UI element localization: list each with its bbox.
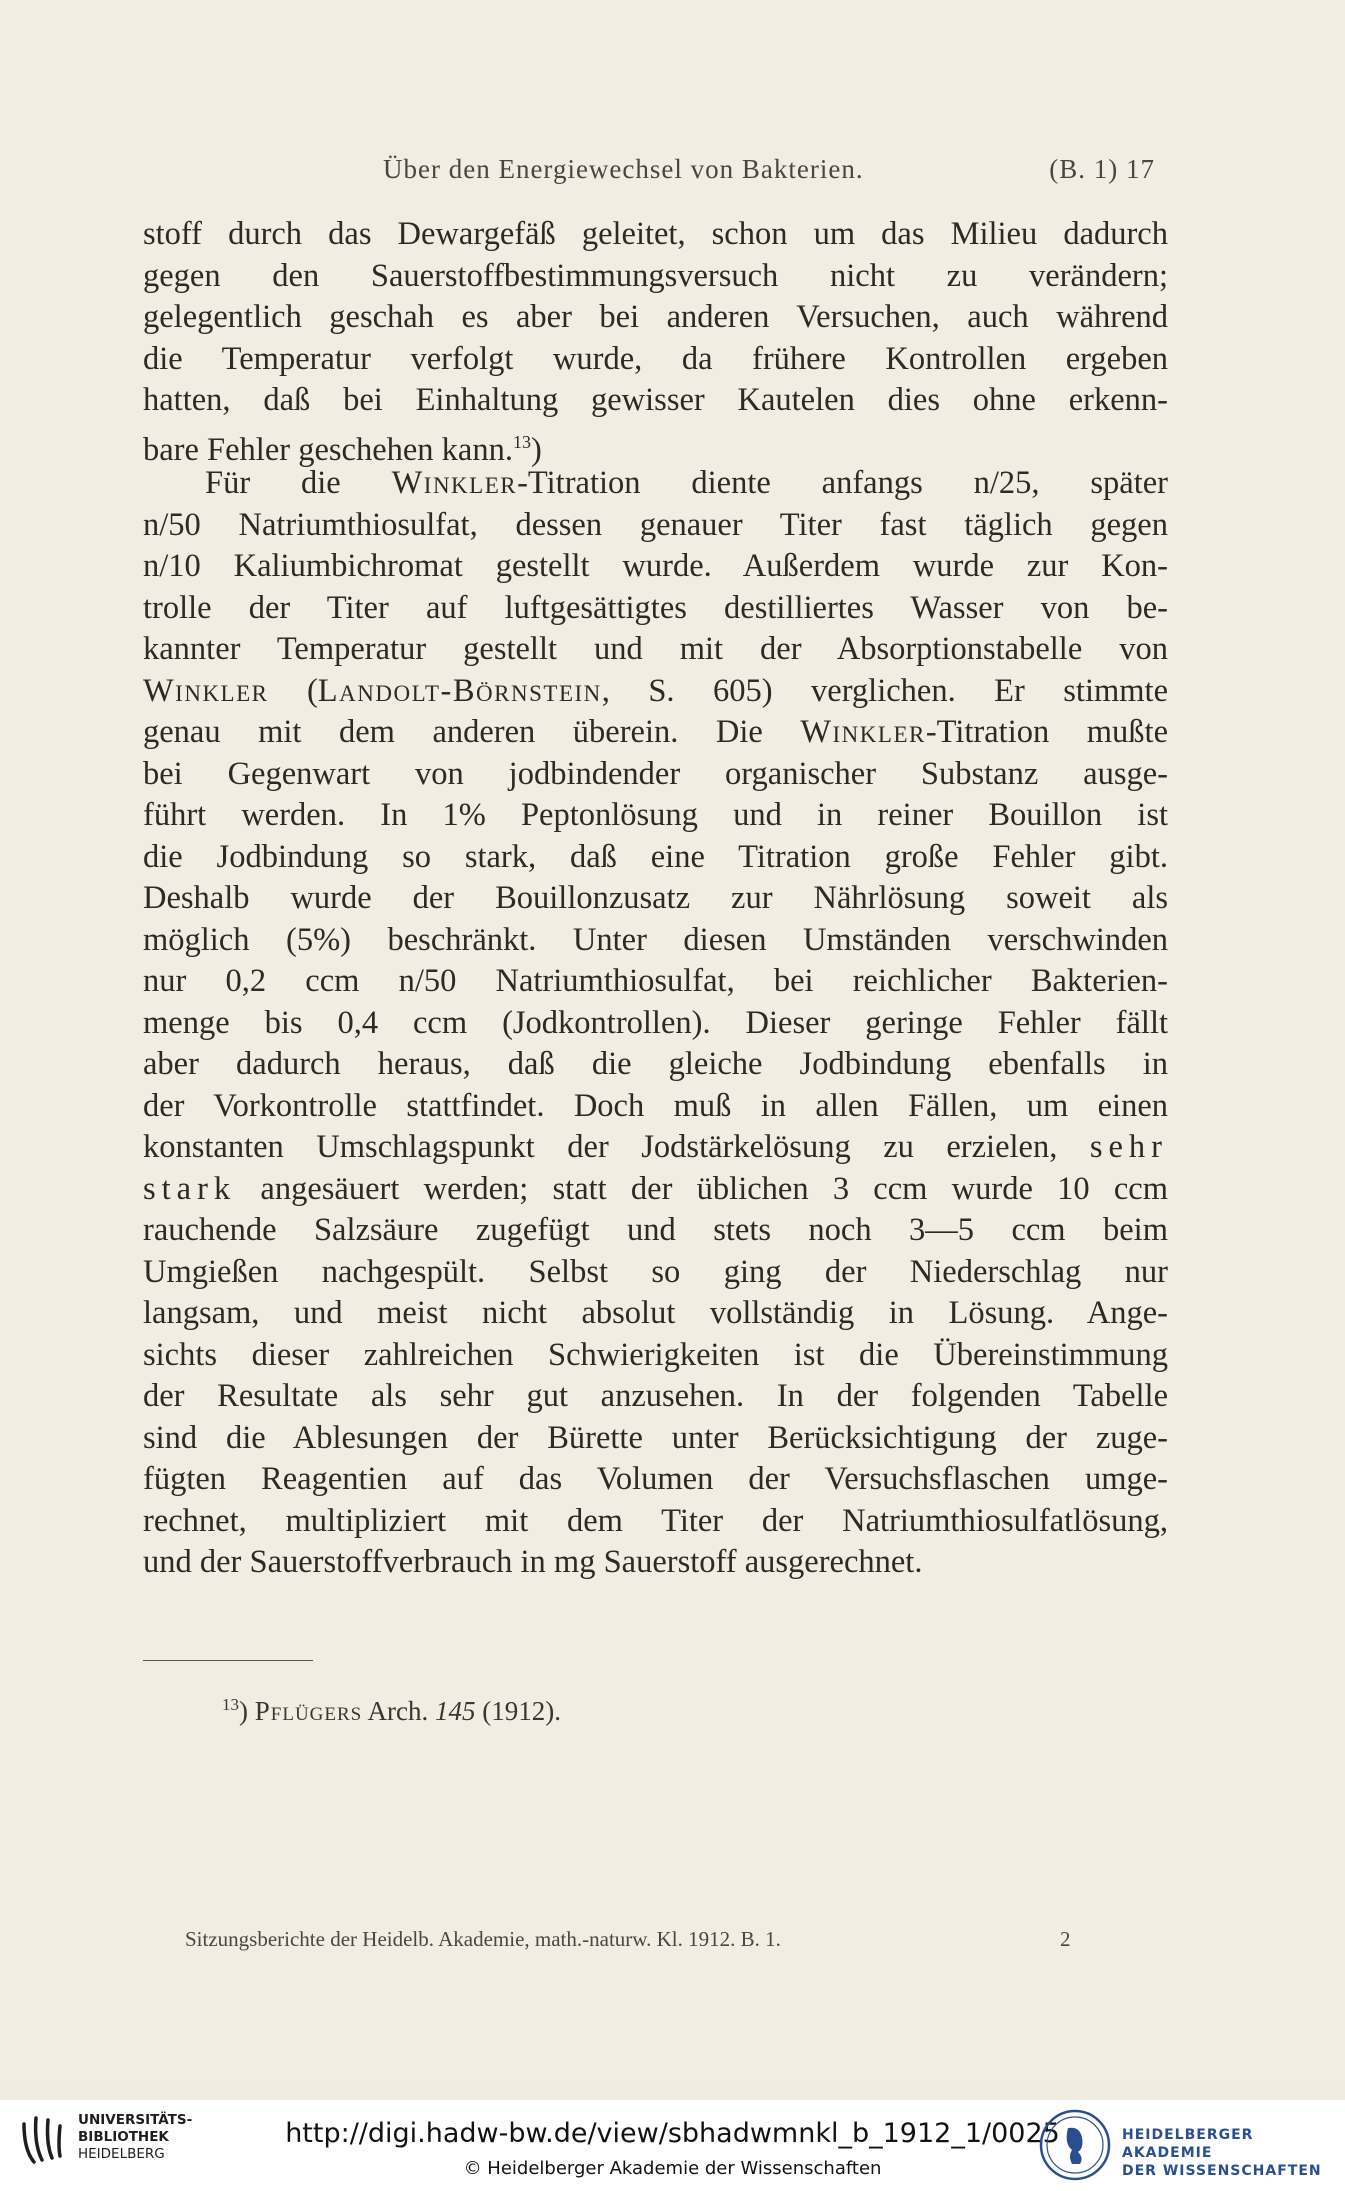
text-line: stoff durch das Dewargefäß geleitet, schon um das Milieu dadurch (143, 216, 1168, 252)
page-footer (185, 1927, 1085, 1952)
academy-seal-icon (1038, 2108, 1112, 2182)
text-line: n/10 Kaliumbichromat gestellt wurde. Außerdem wurde zur Kon- (143, 548, 1168, 584)
permalink-url[interactable]: http://digi.hadw-bw.de/view/sbhadwmnkl_b_1912_1/0025 (285, 2118, 1060, 2149)
footnote-reference: 13 (512, 431, 531, 452)
university-library-name: UNIVERSITÄTS- BIBLIOTHEK HEIDELBERG (78, 2112, 193, 2162)
emphasis-text: stark (143, 1170, 237, 1207)
footnote-divider (143, 1660, 313, 1661)
text-line: der Vorkontrolle stattfindet. Doch muß in allen Fällen, um einen (143, 1087, 1168, 1124)
running-header (145, 154, 1155, 194)
text-line: sind die Ablesungen der Bürette unter Berücksichtigung der zuge- (143, 1419, 1168, 1456)
body-text (143, 214, 1168, 1584)
text-line: möglich (5%) beschränkt. Unter diesen Umständen verschwinden (143, 921, 1168, 958)
text-line: bei Gegenwart von jodbindender organischer Substanz ausge- (143, 755, 1168, 792)
text-line: rechnet, multipliziert mit dem Titer der Natriumthiosulfatlösung, (143, 1502, 1168, 1539)
author-name: Winkler (143, 672, 269, 709)
text-line: sichts dieser zahlreichen Schwierigkeiten ist die Übereinstimmung (143, 1336, 1168, 1373)
viewer-footer-bar (0, 2100, 1345, 2191)
text-line: rauchende Salzsäure zugefügt und stets noch 3—5 ccm beim (143, 1212, 1168, 1248)
text-line: die Jodbindung so stark, daß eine Titration große Fehler gibt. (143, 838, 1168, 875)
text-line: kannter Temperatur gestellt und mit der Absorptionstabelle von (143, 631, 1168, 667)
footer-citation: Sitzungsberichte der Heidelb. Akademie, math.-naturw. Kl. 1912. B. 1. (185, 1927, 781, 1951)
text-line: nur 0,2 ccm n/50 Natriumthiosulfat, bei reichlicher Bakterien- (143, 963, 1168, 999)
copyright-notice: © Heidelberger Akademie der Wissenschaften (463, 2158, 882, 2179)
text-line: Deshalb wurde der Bouillonzusatz zur Nährlösung soweit als (143, 880, 1168, 916)
text-line: Winkler (Landolt-Börnstein, S. 605) verglichen. Er stimmte (143, 672, 1168, 709)
emphasis-text: sehr (1089, 1129, 1168, 1165)
text-line: die Temperatur verfolgt wurde, da frühere Kontrollen ergeben (143, 340, 1168, 377)
academy-name: HEIDELBERGER AKADEMIE DER WISSENSCHAFTEN (1122, 2127, 1322, 2179)
running-title: Über den Energiewechsel von Bakterien. (383, 154, 864, 184)
text-line: Umgießen nachgespült. Selbst so ging der Niederschlag nur (143, 1253, 1168, 1290)
text-line: Für die Winkler-Titration diente anfangs n/25, später (205, 465, 1168, 501)
text-line: bare Fehler geschehen kann.$^{13}$) (143, 431, 542, 468)
text-line: führt werden. In 1% Peptonlösung und in reiner Bouillon ist (143, 797, 1168, 833)
text-line: gegen den Sauerstoffbestimmungsversuch nicht zu verändern; (143, 257, 1168, 294)
signature-mark: 2 (1060, 1927, 1071, 1951)
text-line: hatten, daß bei Einhaltung gewisser Kautelen dies ohne erkenn- (143, 382, 1168, 418)
footnote-author: Pflügers (254, 1696, 363, 1726)
author-name: Winkler (391, 465, 518, 501)
text-line: menge bis 0,4 ccm (Jodkontrollen). Dieser geringe Fehler fällt (143, 1004, 1168, 1041)
text-line: und der Sauerstoffverbrauch in mg Sauerstoff ausgerechnet. (143, 1544, 923, 1580)
author-name: Winkler (800, 714, 926, 750)
footnote: $^{13}$) Pflügers Arch. 145 (1912). (222, 1695, 561, 1726)
text-line: trolle der Titer auf luftgesättigtes destilliertes Wasser von be- (143, 589, 1168, 626)
page-number: (B. 1) 17 (1049, 154, 1155, 184)
text-line: langsam, und meist nicht absolut vollständig in Lösung. Ange- (143, 1295, 1168, 1331)
text-line: konstanten Umschlagspunkt der Jodstärkelösung zu erzielen, sehr (143, 1129, 1168, 1165)
text-line: n/50 Natriumthiosulfat, dessen genauer Titer fast täglich gegen (143, 506, 1168, 543)
text-line: gelegentlich geschah es aber bei anderen Versuchen, auch während (143, 299, 1168, 335)
text-line: aber dadurch heraus, daß die gleiche Jodbindung ebenfalls in (143, 1046, 1168, 1082)
text-line: fügten Reagentien auf das Volumen der Versuchsflaschen umge- (143, 1461, 1168, 1497)
footnote-volume: 145 (434, 1696, 476, 1726)
footnote-number: 13 (222, 1695, 239, 1714)
author-name: Landolt-Börnstein (317, 672, 602, 709)
text-line: der Resultate als sehr gut anzusehen. In der folgenden Tabelle (143, 1378, 1168, 1414)
text-line: genau mit dem anderen überein. Die Winkler-Titration mußte (143, 714, 1168, 750)
text-line: stark angesäuert werden; statt der üblichen 3 ccm wurde 10 ccm (143, 1170, 1168, 1207)
